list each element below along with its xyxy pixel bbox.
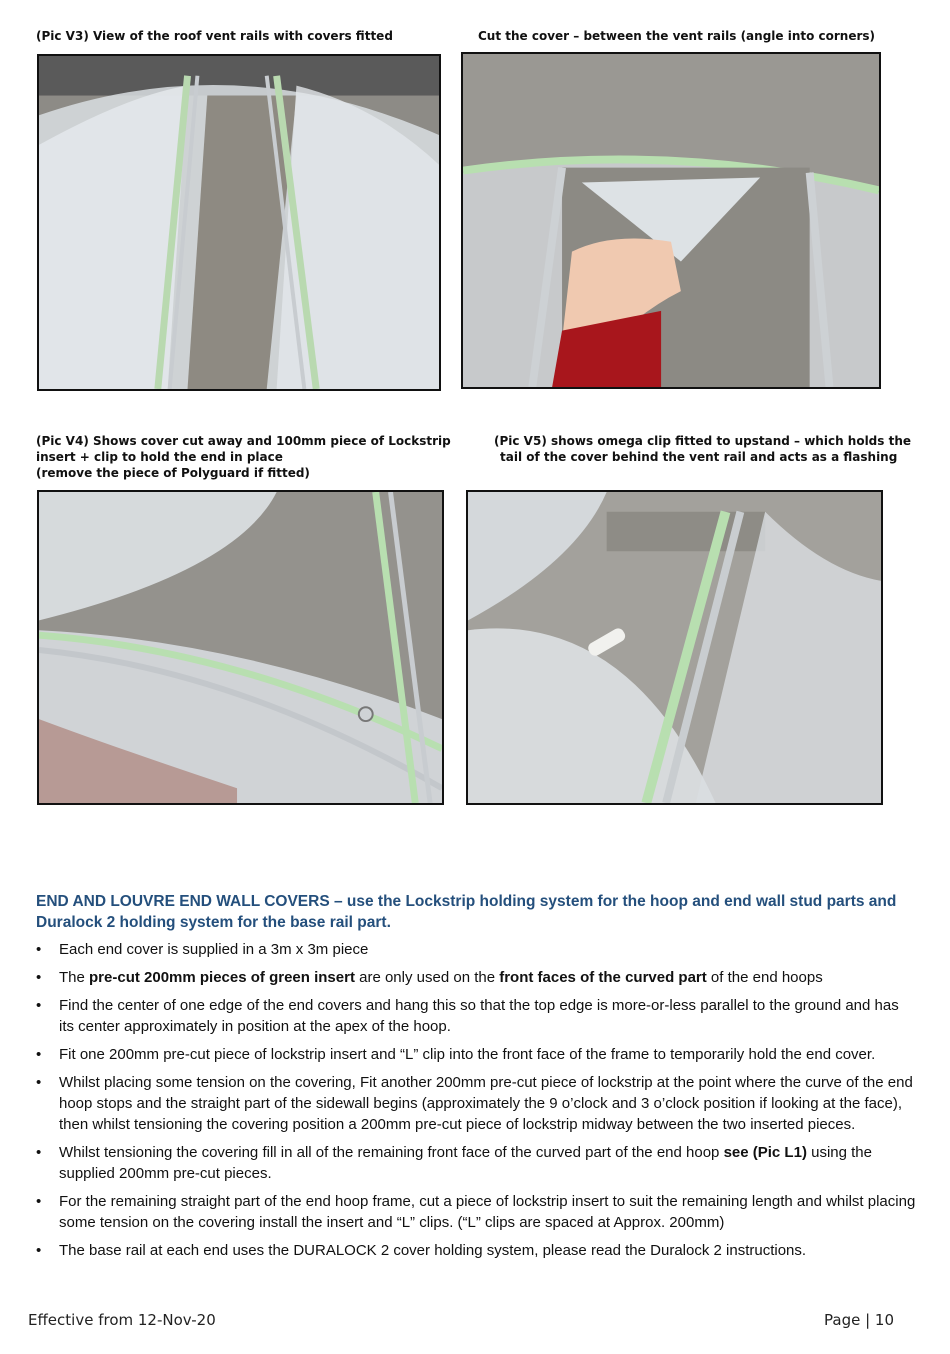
caption-cut-cover: Cut the cover – between the vent rails (angle into corners) bbox=[478, 29, 876, 43]
bullet-icon: • bbox=[36, 1046, 42, 1063]
list-item bbox=[36, 967, 916, 988]
text: The bbox=[59, 969, 90, 986]
caption-pic-v4-line3: (remove the piece of Polyguard if fitted) bbox=[36, 466, 310, 480]
caption-pic-v5-line1: (Pic V5) shows omega clip fitted to upstand – which holds the bbox=[494, 434, 912, 448]
photo-pic-v4 bbox=[37, 490, 444, 805]
text: of the end hoops bbox=[706, 969, 823, 986]
text: For the remaining straight part of the end hoop frame, cut a piece of lockstrip insert to suit the remaining length and whilst placing some tension on the covering install the insert and “L” clips. (“L” clips are spaced at Approx. 200mm) bbox=[59, 1193, 916, 1231]
list-item bbox=[36, 1044, 916, 1065]
text: Each end cover is supplied in a 3m x 3m piece bbox=[59, 941, 369, 958]
bold-text: see (Pic L1) bbox=[723, 1144, 807, 1161]
text: Find the center of one edge of the end covers and hang this so that the top edge is more-or-less parallel to the ground and has its center approximately in position at the apex of the hoop. bbox=[59, 997, 899, 1035]
text: The base rail at each end uses the DURALOCK 2 cover holding system, please read the Duralock 2 instructions. bbox=[59, 1242, 807, 1259]
bullet-icon: • bbox=[36, 1193, 42, 1210]
footer-effective-date: Effective from 12-Nov-20 bbox=[28, 1311, 216, 1329]
photo-pic-v3 bbox=[37, 54, 441, 391]
caption-pic-v5-line2: tail of the cover behind the vent rail and acts as a flashing bbox=[500, 450, 898, 464]
text: Whilst placing some tension on the covering, Fit another 200mm pre-cut piece of lockstrip at the point where the curve of the end hoop stops and the straight part of the sidewall begins (approximately the 9 o’clock and 3 o’clock position if looking at the face), then whilst tensioning the covering position a 200mm pre-cut piece of lockstrip midway between the two inserted pieces. bbox=[59, 1074, 913, 1133]
photo-cut-cover bbox=[461, 52, 881, 389]
bullet-icon: • bbox=[36, 969, 42, 986]
bullet-icon: • bbox=[36, 1242, 42, 1259]
bullet-icon: • bbox=[36, 1144, 42, 1161]
list-item bbox=[36, 1191, 916, 1233]
bullet-icon: • bbox=[36, 941, 42, 958]
list-item bbox=[36, 939, 916, 960]
text: are only used on the bbox=[354, 969, 500, 986]
list-item bbox=[36, 1072, 916, 1135]
caption-pic-v4-line2: insert + clip to hold the end in place bbox=[36, 450, 283, 464]
text: Fit one 200mm pre-cut piece of lockstrip insert and “L” clip into the front face of the frame to temporarily hold the end cover. bbox=[59, 1046, 876, 1063]
bold-text: front faces of the curved part bbox=[499, 969, 707, 986]
bullet-icon: • bbox=[36, 997, 42, 1014]
section-title: END AND LOUVRE END WALL COVERS – use the Lockstrip holding system for the hoop and end wall stud parts and Duralock 2 holding system for the base rail part. bbox=[36, 893, 897, 931]
text: Whilst tensioning the covering fill in all of the remaining front face of the curved part of the end hoop bbox=[59, 1144, 724, 1161]
caption-pic-v4-line1: (Pic V4) Shows cover cut away and 100mm piece of Lockstrip bbox=[36, 434, 451, 448]
list-item bbox=[36, 1142, 916, 1184]
bullet-icon: • bbox=[36, 1074, 42, 1091]
photo-pic-v5 bbox=[466, 490, 883, 805]
bold-text: pre-cut 200mm pieces of green insert bbox=[89, 969, 355, 986]
text: using the supplied 200mm pre-cut pieces. bbox=[59, 1144, 872, 1182]
list-item bbox=[36, 995, 916, 1037]
footer-page-number: Page | 10 bbox=[824, 1311, 894, 1329]
caption-pic-v3: (Pic V3) View of the roof vent rails with covers fitted bbox=[36, 29, 393, 43]
list-item bbox=[36, 1240, 916, 1261]
instruction-list bbox=[36, 939, 916, 1268]
